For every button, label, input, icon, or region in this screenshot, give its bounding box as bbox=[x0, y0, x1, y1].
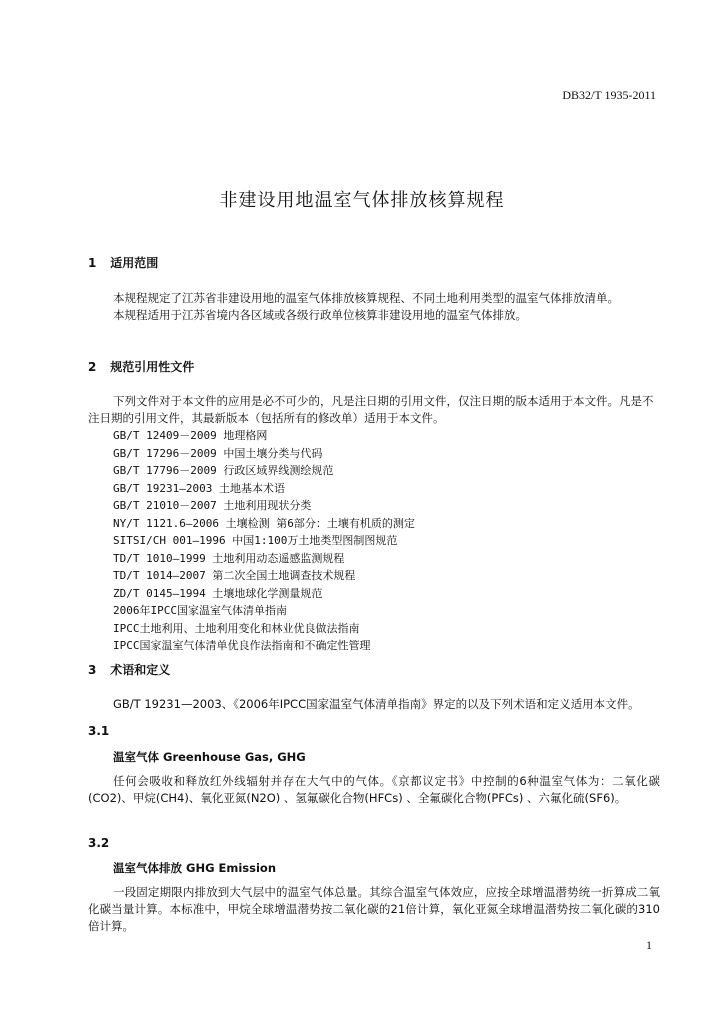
section-1-body bbox=[88, 290, 660, 324]
reference-item: GB/T 19231—2003 土地基本术语 bbox=[113, 481, 285, 495]
section-title: 术语和定义 bbox=[110, 663, 171, 677]
term-name: 温室气体 Greenhouse Gas, GHG bbox=[113, 750, 306, 764]
term-3-2 bbox=[88, 860, 660, 935]
section-number: 1 bbox=[88, 256, 97, 270]
paragraph: GB/T 19231—2003、《2006年IPCC国家温室气体清单指南》界定的以及下列术语和定义适用本文件。 bbox=[113, 697, 640, 711]
paragraph: 本规程适用于江苏省境内各区域或各级行政单位核算非建设用地的温室气体排放。 bbox=[113, 308, 527, 322]
term-definition: 一段固定期限内排放到大气层中的温室气体总量。其综合温室气体效应，应按全球增温潜势统一折算成二氧化碳当量计算。本标准中，甲烷全球增温潜势按二氧化碳的21倍计算，氧化亚氮全球增温潜势按二氧化碳的310倍计算。 bbox=[88, 885, 660, 933]
reference-item: GB/T 21010－2007 土地利用现状分类 bbox=[113, 499, 312, 512]
page-number: 1 bbox=[646, 938, 652, 952]
document-title: 非建设用地温室气体排放核算规程 bbox=[219, 190, 505, 211]
section-title: 规范引用性文件 bbox=[110, 360, 195, 374]
paragraph: 本规程规定了江苏省非建设用地的温室气体排放核算规程、不同土地利用类型的温室气体排放清单。 bbox=[113, 291, 619, 305]
term-3-1-number: 3.1 bbox=[88, 724, 110, 738]
section-number: 2 bbox=[88, 360, 97, 374]
reference-item: TD/T 1010—1999 土地利用动态遥感监测规程 bbox=[113, 551, 345, 565]
section-3-intro bbox=[88, 696, 660, 713]
reference-item: SITSI/CH 001—1996 中国1:100万土地类型图制图规范 bbox=[113, 534, 398, 547]
reference-item: 2006年IPCC国家温室气体清单指南 bbox=[113, 604, 287, 617]
section-2-body bbox=[88, 393, 660, 655]
document-code: DB32/T 1935-2011 bbox=[562, 88, 656, 102]
reference-item: GB/T 17296－2009 中国土壤分类与代码 bbox=[113, 446, 323, 460]
term-name: 温室气体排放 GHG Emission bbox=[113, 861, 277, 875]
term-3-2-number: 3.2 bbox=[88, 836, 110, 850]
reference-item: GB/T 17796－2009 行政区域界线测绘规范 bbox=[113, 464, 334, 477]
section-3-heading bbox=[88, 662, 660, 679]
reference-item: ZD/T 0145—1994 土壤地球化学测量规范 bbox=[113, 586, 323, 600]
term-definition: 任何会吸收和释放红外线辐射并存在大气中的气体。《京都议定书》中控制的6种温室气体为：二氧化碳(CO2)、甲烷(CH4)、氧化亚氮(N2O) 、氢氟碳化合物(HFCs) 、全氟碳化合物(PFCs) 、六氟化硫(SF6)。 bbox=[88, 774, 660, 805]
reference-item: IPCC土地利用、土地利用变化和林业优良做法指南 bbox=[113, 621, 360, 635]
paragraph: 下列文件对于本文件的应用是必不可少的，凡是注日期的引用文件，仅注日期的版本适用于本文件。凡是不注日期的引用文件，其最新版本（包括所有的修改单）适用于本文件。 bbox=[88, 394, 654, 425]
section-title: 适用范围 bbox=[110, 256, 159, 270]
section-1-heading bbox=[88, 255, 660, 272]
section-2-heading bbox=[88, 359, 660, 376]
reference-item: IPCC国家温室气体清单优良作法指南和不确定性管理 bbox=[113, 639, 371, 652]
reference-item: TD/T 1014—2007 第二次全国土地调查技术规程 bbox=[113, 569, 356, 582]
section-number: 3 bbox=[88, 663, 97, 677]
reference-item: GB/T 12409－2009 地理格网 bbox=[113, 429, 268, 442]
term-3-1 bbox=[88, 749, 660, 807]
reference-item: NY/T 1121.6—2006 土壤检测 第6部分：土壤有机质的测定 bbox=[113, 516, 415, 530]
reference-list bbox=[88, 427, 660, 655]
